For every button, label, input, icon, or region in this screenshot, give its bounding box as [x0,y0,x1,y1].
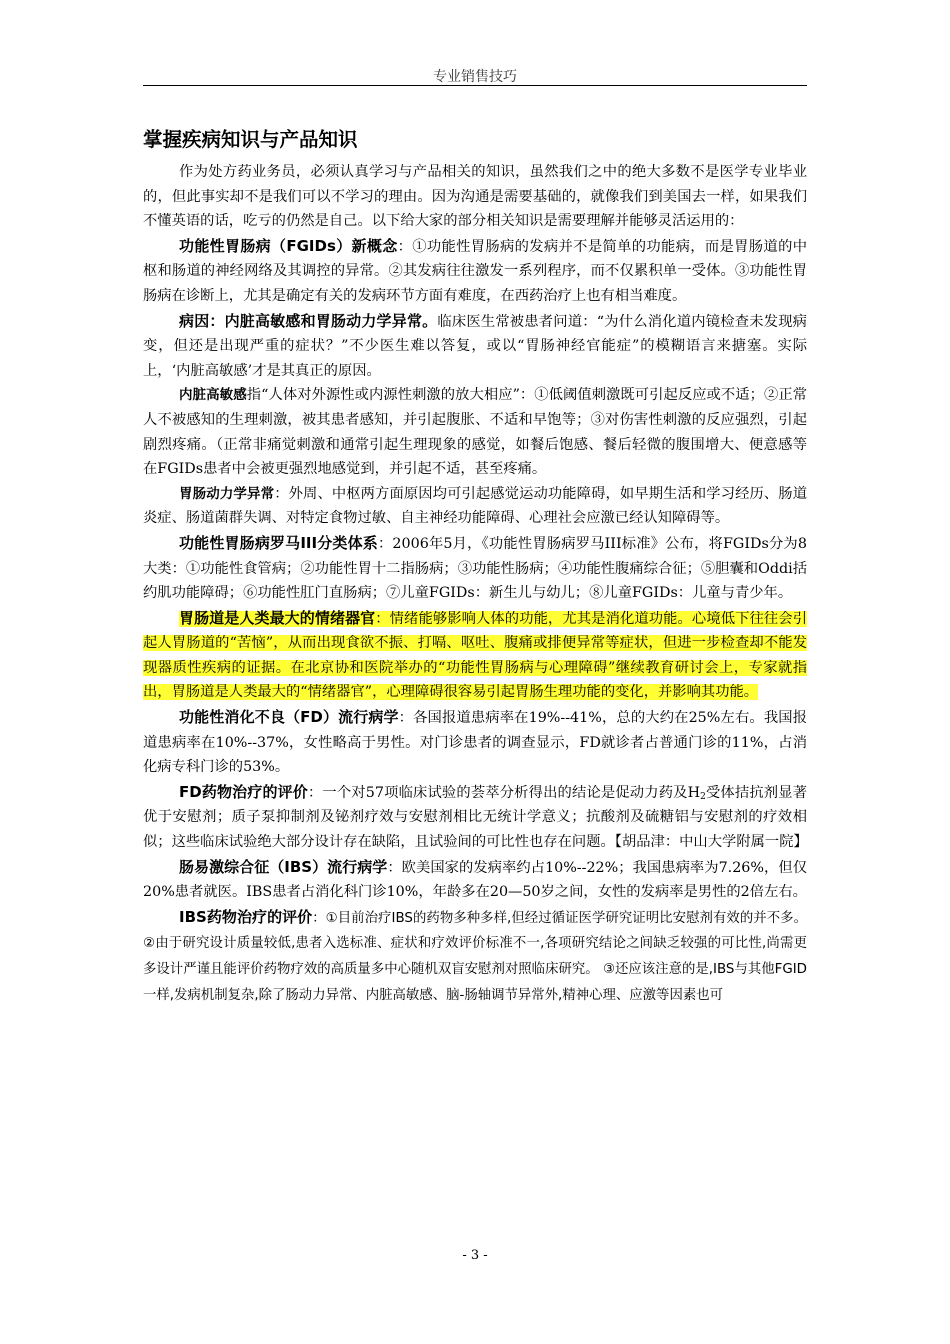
paragraph-text: ：①目前治疗IBS的药物多种多样,但经过循证医学研究证明比安慰剂有效的并不多。 ②由于研究设计质量较低,患者入选标准、症状和疗效评价标准不一,各项研究结论之间缺乏较强的可比性,尚需更多设计严谨且能评价药物疗效的高质量多中心随机双盲安慰剂对照临床研究。 ③还应该注意的是,IBS与其他FGID一样,发病机制复杂,除了肠动力异常、内脏高敏感、脑-肠轴调节异常外,精神心理、应激等因素也可 [143,910,807,1003]
paragraph-lead: 内脏高敏感 [179,387,247,404]
paragraph-ibs-epidemiology [143,855,807,905]
paragraph-visceral-hypersensitivity [143,383,807,481]
paragraph-lead: 胃肠动力学异常 [179,485,275,502]
paragraph-text: ：①功能性胃肠病的发病并不是简单的功能病，而是胃肠道的中枢和肠道的神经网络及其调控的异常。②其发病往往激发一系列程序，而不仅累积单一受体。③功能性胃肠病在诊断上，尤其是确定有关的发病环节方面有难度，在西药治疗上也有相当难度。 [143,238,807,304]
paragraph-text: ：2006年5月，《功能性胃肠病罗马III标准》公布，将FGIDs分为8大类：①功能性食管病；②功能性胃十二指肠病；③功能性肠病；④功能性腹痛综合征；⑤胆囊和Oddi括约肌功能障碍；⑥功能性肛门直肠病；⑦儿童FGIDs：新生儿与幼儿；⑧儿童FGIDs：儿童与青少年。 [143,535,807,602]
paragraph-lead: 功能性消化不良（FD）流行病学 [179,708,399,727]
paragraph-text: ：各国报道患病率在19%--41%，总的大约在25%左右。我国报道患病率在10%--37%，女性略高于男性。对门诊患者的调查显示，FD就诊者占普通门诊的11%，占消化病专科门诊的53%。 [143,710,807,776]
header-rule [143,85,807,86]
paragraph-lead: FD药物治疗的评价 [179,782,308,801]
paragraph-text: ：情绪能够影响人体的功能，尤其是消化道功能。心境低下往往会引起人胃肠道的“苦恼”，从而出现食欲不振、打嗝、呕吐、腹痛或排便异常等症状，但进一步检查却不能发现器质性疾病的证据。在北京协和医院举办的“功能性胃肠病与心理障碍”继续教育研讨会上，专家就指出，胃肠道是人类最大的“情绪器官”，心理障碍很容易引起胃肠生理功能的变化，并影响其功能。 [143,610,807,701]
paragraph-intro [143,160,807,234]
page-number: - 3 - [462,1248,488,1263]
paragraph-lead: 胃肠道是人类最大的情绪器官 [179,608,376,627]
paragraph-fd-drug-evaluation [143,780,807,855]
paragraph-lead: IBS药物治疗的评价 [179,907,313,926]
page-header: 专业销售技巧 [433,69,517,85]
paragraph-text: 作为处方药业务员，必须认真学习与产品相关的知识，虽然我们之中的绝大多数不是医学专业毕业的，但此事实却不是我们可以不学习的理由。因为沟通是需要基础的，就像我们到美国去一样，如果我们不懂英语的话，吃亏的仍然是自己。以下给大家的部分相关知识是需要理解并能够灵活运用的： [143,164,807,230]
paragraph-text: 临床医生常被患者问道：“为什么消化道内镜检查未发现病变，但还是出现严重的症状？”不少医生难以答复，或以“胃肠神经官能症”的模糊语言来搪塞。实际上，‘内脏高敏感’才是其真正的原因。 [143,313,807,379]
paragraph-lead: 功能性胃肠病罗马III分类体系 [179,533,378,552]
paragraph-motility [143,482,807,531]
document-body [143,160,807,1008]
subscript: 2 [700,791,706,802]
paragraph-lead: 病因：内脏高敏感和胃肠动力学异常。 [179,311,438,330]
paragraph-text: ：一个对57项临床试验的荟萃分析得出的结论是促动力药及H [307,784,701,801]
paragraph-rome-iii [143,531,807,606]
paragraph-fd-epidemiology [143,705,807,780]
paragraph-text: 受体拮抗剂显著优于安慰剂；质子泵抑制剂及铋剂疗效与安慰剂相比无统计学意义；抗酸剂及硫糖铝与安慰剂的疗效相似；这些临床试验绝大部分设计存在缺陷，且试验间的可比性也存在问题。【胡品津：中山大学附属一院】 [143,784,808,851]
paragraph-text: ：外周、中枢两方面原因均可引起感觉运动功能障碍，如早期生活和学习经历、肠道炎症、肠道菌群失调、对特定食物过敏、自主神经功能障碍、心理社会应激已经认知障碍等。 [143,485,808,527]
paragraph-text: ：欧美国家的发病率约占10%--22%；我国患病率为7.26%，但仅20%患者就医。IBS患者占消化科门诊10%，年龄多在20—50岁之间，女性的发病率是男性的2倍左右。 [143,859,807,901]
page-title: 掌握疾病知识与产品知识 [143,128,358,151]
paragraph-lead: 肠易激综合征（IBS）流行病学 [179,857,388,876]
paragraph-fgids-concept [143,234,807,309]
paragraph-emotional-organ [143,606,807,705]
paragraph-ibs-drug-evaluation [143,905,807,1008]
paragraph-lead: 功能性胃肠病（FGIDs）新概念 [179,236,398,255]
paragraph-etiology [143,309,807,384]
paragraph-text: 指“人体对外源性或内源性刺激的放大相应”：①低阈值刺激既可引起反应或不适；②正常人不被感知的生理刺激，被其患者感知，并引起腹胀、不适和早饱等；③对伤害性刺激的反应强烈，引起剧烈疼痛。（正常非痛觉刺激和通常引起生理现象的感觉，如餐后饱感、餐后轻微的腹围增大、便意感等在FGIDs患者中会被更强烈地感觉到，并引起不适，甚至疼痛。 [143,387,807,478]
